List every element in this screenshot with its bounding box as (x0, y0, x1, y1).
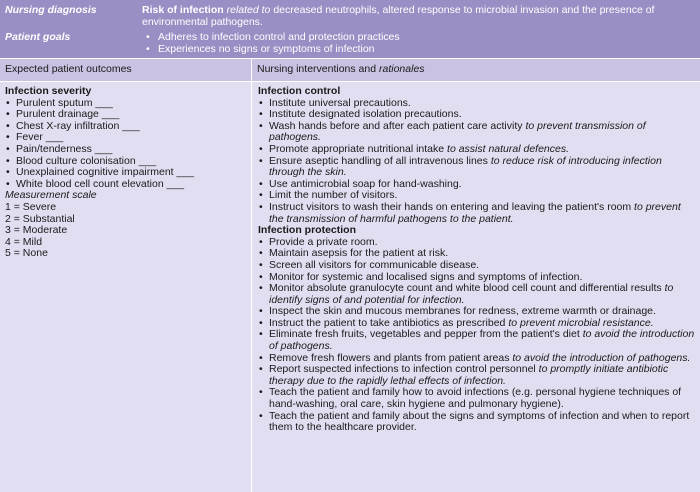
diagnosis-related: related to (226, 4, 271, 16)
interventions-header-text: Nursing interventions and (257, 63, 377, 75)
intervention-item: • Instruct visitors to wash their hands on entering and leaving the patient's room to prevent the transmission of harmful pathogens to the patient. (258, 202, 695, 225)
infection-protection-title: Infection protection (258, 224, 356, 237)
diagnosis-label: Nursing diagnosis (5, 4, 97, 16)
intervention-item: • Promote appropriate nutritional intake to assist natural defences. (258, 144, 695, 156)
scale-item: 1 = Severe (5, 200, 57, 213)
intervention-item: • Teach the patient and family about the signs and symptoms of infection and when to report them to the healthcare provider. (258, 411, 695, 434)
goals-content (142, 32, 688, 55)
intervention-item: • Report suspected infections to infection control personnel to promptly initiate antibiotic therapy due to the rapidly lethal effects of infection. (258, 364, 695, 387)
outcome-item: • Pain/tenderness ___ (5, 144, 246, 156)
rationales-header-text: rationales (379, 63, 425, 75)
rationale: to identify signs of and potential for infection. (269, 282, 674, 306)
rationale: to prevent transmission of pathogens. (269, 119, 646, 144)
intervention-item: • Limit the number of visitors. (258, 190, 695, 202)
outcome-item: • White blood cell count elevation ___ (5, 179, 246, 191)
intervention-item: • Use antimicrobial soap for hand-washing. (258, 179, 695, 191)
rationale: to reduce risk of introducing infection through the skin. (269, 154, 662, 179)
diagnosis-title: Risk of infection (142, 4, 224, 16)
diagnosis-text: decreased neutrophils, altered response to microbial invasion and the presence of environmental pathogens. (142, 4, 655, 28)
outcomes-column-header: Expected patient outcomes (0, 59, 252, 81)
rationale: to prevent the transmission of harmful pathogens to the patient. (269, 200, 681, 225)
scale-item: 5 = None (5, 247, 48, 260)
infection-protection-list (258, 237, 695, 434)
intervention-item: • Eliminate fresh fruits, vegetables and pepper from the patient's diet to avoid the introduction of pathogens. (258, 329, 695, 352)
infection-severity-title: Infection severity (5, 85, 92, 97)
goals-list (142, 32, 688, 55)
outcome-item: • Fever ___ (5, 132, 246, 144)
infection-control-list (258, 98, 695, 226)
rationale: to avoid the introduction of pathogens. (269, 328, 695, 353)
intervention-item: • Monitor absolute granulocyte count and white blood cell count and differential results to identify signs of and potential for infection. (258, 283, 695, 306)
infection-control-title: Infection control (258, 85, 341, 97)
intervention-item: • Ensure aseptic handling of all intravenous lines to reduce risk of introducing infection through the skin. (258, 156, 695, 179)
outcome-list (5, 98, 246, 191)
interventions-column-header (252, 59, 700, 81)
intervention-item: • Inspect the skin and mucous membranes for redness, extreme warmth or drainage. (258, 306, 695, 318)
scale-item: 3 = Moderate (5, 224, 68, 237)
intervention-item: • Maintain asepsis for the patient at risk. (258, 248, 695, 260)
intervention-item: • Teach the patient and family how to avoid infections (e.g. personal hygiene techniques of hand-washing, oral care, skin hygiene and pulmonary hygiene). (258, 387, 695, 410)
intervention-item: • Screen all visitors for communicable disease. (258, 260, 695, 272)
outcome-item: • Purulent drainage ___ (5, 109, 246, 121)
intervention-item: • Provide a private room. (258, 237, 695, 249)
column-headers (0, 58, 700, 82)
intervention-item: • Instruct the patient to take antibiotics as prescribed to prevent microbial resistance. (258, 318, 695, 330)
outcome-item: • Unexplained cognitive impairment ___ (5, 167, 246, 179)
intervention-item: • Wash hands before and after each patient care activity to prevent transmission of pathogens. (258, 121, 695, 144)
interventions-column (252, 82, 700, 492)
rationale: to prevent microbial resistance. (508, 316, 654, 329)
scale-item: 4 = Mild (5, 235, 43, 248)
rationale: to avoid the introduction of pathogens. (512, 351, 691, 364)
care-plan-header (0, 0, 700, 58)
intervention-item: • Institute universal precautions. (258, 98, 695, 110)
goal-item: • Adheres to infection control and protection practices (142, 32, 688, 44)
outcomes-column (0, 82, 252, 492)
outcome-item: • Blood culture colonisation ___ (5, 156, 246, 168)
outcome-item: • Chest X-ray infiltration ___ (5, 121, 246, 133)
rationale: to assist natural defences. (447, 142, 570, 155)
scale-item: 2 = Substantial (5, 212, 75, 225)
rationale: to promptly initiate antibiotic therapy due to the rapidly lethal effects of infection. (269, 363, 669, 387)
intervention-item: • Institute designated isolation precautions. (258, 109, 695, 121)
outcome-item: • Purulent sputum ___ (5, 98, 246, 110)
measurement-scale-title: Measurement scale (5, 189, 97, 202)
goal-item: • Experiences no signs or symptoms of infection (142, 44, 688, 56)
goals-label: Patient goals (5, 31, 71, 43)
intervention-item: • Monitor for systemic and localised signs and symptoms of infection. (258, 272, 695, 284)
diagnosis-content (142, 5, 688, 28)
intervention-item: • Remove fresh flowers and plants from patient areas to avoid the introduction of pathogens. (258, 353, 695, 365)
care-plan-body (0, 82, 700, 492)
